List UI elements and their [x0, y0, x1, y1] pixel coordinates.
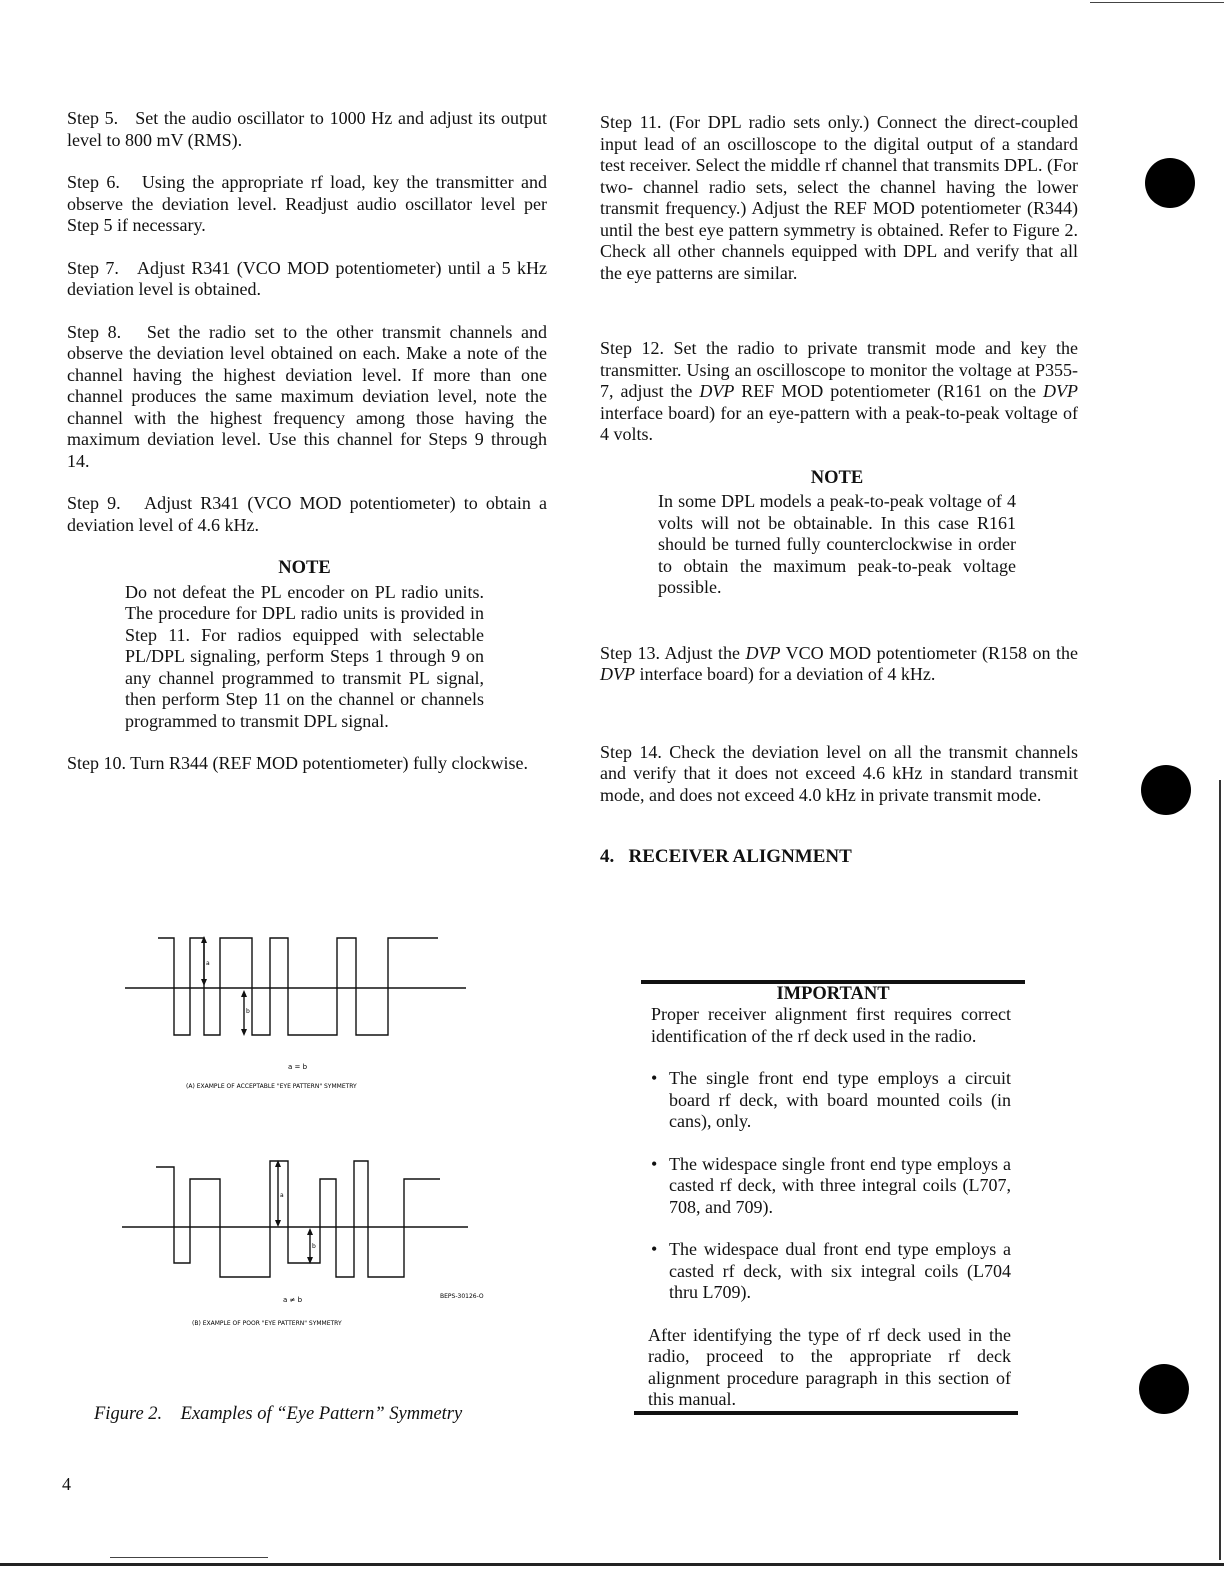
- arrow-head-icon: [241, 990, 247, 997]
- figure-code: BEPS-30126-O: [440, 1293, 484, 1300]
- marker-b: b: [246, 1008, 250, 1015]
- step-8: Step 8. Set the radio set to the other transmit channels and observe the deviation level obtained on each. Make a note of the channel having the highest deviation level. If more than one channel produces the same maximum deviation level, note the channel with the highest frequency among those having the maximum deviation level. Use this channel for Steps 9 through 14.: [67, 321, 547, 471]
- note-right: [658, 468, 1016, 599]
- step-10: Step 10. Turn R344 (REF MOD potentiometer) fully clockwise.: [67, 753, 528, 773]
- arrow-head-icon: [275, 1220, 281, 1227]
- arrow-head-icon: [201, 936, 207, 943]
- step-6: Step 6. Using the appropriate rf load, key the transmitter and observe the deviation level. Readjust audio oscillator level per Step 5 if necessary.: [67, 172, 547, 235]
- waveform-b: [122, 1161, 468, 1277]
- label-a-eq-b: a = b: [288, 1063, 308, 1071]
- step-9: Step 9. Adjust R341 (VCO MOD potentiometer) to obtain a deviation level of 4.6 kHz.: [67, 493, 547, 535]
- step-5: Step 5. Set the audio oscillator to 1000 Hz and adjust its output level to 800 mV (RMS).: [67, 108, 547, 150]
- marker-b-poor: b: [312, 1243, 316, 1250]
- scan-edge-mark: [110, 1557, 268, 1558]
- scan-edge-right: [1219, 780, 1221, 1560]
- marker-a-poor: a: [280, 1192, 284, 1199]
- arrow-head-icon: [307, 1228, 313, 1235]
- label-a-neq-b: a ≠ b: [283, 1296, 303, 1304]
- step-12: Step 12. Set the radio to private transmit mode and key the transmitter. Using an oscilloscope to monitor the voltage at P355-7, adjust the DVP REF MOD potentiometer (R161 on the DVP interface board) for an eye-pattern with a peak-to-peak voltage of 4 volts.: [600, 338, 1078, 444]
- note-right-title: NOTE: [810, 467, 864, 488]
- step-14: Step 14. Check the deviation level on all the transmit channels and verify that it does not exceed 4.6 kHz in standard transmit mode, and does not exceed 4.0 kHz in private transmit mode.: [600, 741, 1078, 805]
- caption-a: (A) EXAMPLE OF ACCEPTABLE "EYE PATTERN" SYMMETRY: [186, 1083, 357, 1090]
- left-column: [67, 108, 547, 775]
- important-bullet-1: • The single front end type employs a circuit board rf deck, with board mounted coils (in cans), only.: [651, 1068, 1011, 1131]
- step-11: Step 11. (For DPL radio sets only.) Connect the direct-coupled input lead of an oscilloscope to the digital output of a standard test receiver. Select the middle rf channel that transmits DPL. (For two- channel radio sets, select the channel having the lower transmit frequency.) Adjust the REF MOD potentiometer (R344) until the best eye pattern symmetry is obtained. Refer to Figure 2. Check all other channels equipped with DPL and verify that all the eye patterns are similar.: [600, 112, 1078, 283]
- punch-hole-icon: [1145, 158, 1195, 208]
- important-intro: Proper receiver alignment first requires correct identification of the rf deck used in the radio.: [651, 1004, 1011, 1046]
- square-wave-b: [156, 1161, 440, 1277]
- section-heading: 4. RECEIVER ALIGNMENT: [600, 846, 852, 867]
- note-right-text: In some DPL models a peak-to-peak voltage of 4 volts will not be obtainable. In this case R161 should be turned fully counterclockwise in order to obtain the maximum peak-to-peak voltage possible.: [658, 491, 1016, 597]
- step-7: Step 7. Adjust R341 (VCO MOD potentiometer) until a 5 kHz deviation level is obtained.: [67, 257, 547, 299]
- eye-pattern-figure: [110, 925, 510, 1345]
- important-outro: After identifying the type of rf deck used in the radio, proceed to the appropriate rf deck alignment procedure paragraph in this section of this manual.: [648, 1324, 1011, 1409]
- square-wave-a: [158, 938, 438, 1035]
- caption-b: (B) EXAMPLE OF POOR "EYE PATTERN" SYMMETRY: [192, 1320, 342, 1327]
- page-number: 4: [62, 1474, 71, 1494]
- important-bullet-3: • The widespace dual front end type employs a casted rf deck, with six integral coils (L704 thru L709).: [651, 1239, 1011, 1302]
- arrow-head-icon: [201, 979, 207, 986]
- punch-hole-icon: [1141, 765, 1191, 815]
- step-13: Step 13. Adjust the DVP VCO MOD potentiometer (R158 on the DVP interface board) for a deviation of 4 kHz.: [600, 642, 1078, 684]
- scan-edge-bottom: [0, 1563, 1224, 1566]
- important-title: IMPORTANT: [776, 984, 890, 1004]
- bullet-icon: •: [651, 1068, 658, 1088]
- punch-hole-icon: [1139, 1364, 1189, 1414]
- right-column: [600, 112, 1078, 868]
- important-bullet-2: • The widespace single front end type employs a casted rf deck, with three integral coils (L707, 708, and 709).: [651, 1153, 1011, 1217]
- important-box: [641, 980, 1025, 1415]
- bullet-icon: •: [651, 1239, 658, 1259]
- note-left: [125, 558, 484, 732]
- bullet-icon: •: [651, 1153, 658, 1174]
- note-left-text: Do not defeat the PL encoder on PL radio units. The procedure for DPL radio units is provided in Step 11. For radios equipped with selectable PL/DPL signaling, perform Steps 1 through 9 on any channel programmed to transmit PL signal, then perform Step 11 on the channel or channels programmed to transmit DPL signal.: [125, 581, 484, 731]
- important-bottom-rule: [634, 1411, 1018, 1415]
- scan-edge-top: [1090, 2, 1224, 3]
- note-left-title: NOTE: [278, 558, 331, 578]
- arrow-head-icon: [241, 1029, 247, 1036]
- figure-caption: Figure 2. Examples of “Eye Pattern” Symmetry: [94, 1404, 463, 1424]
- marker-a: a: [206, 960, 210, 967]
- waveform-a: [125, 938, 466, 1035]
